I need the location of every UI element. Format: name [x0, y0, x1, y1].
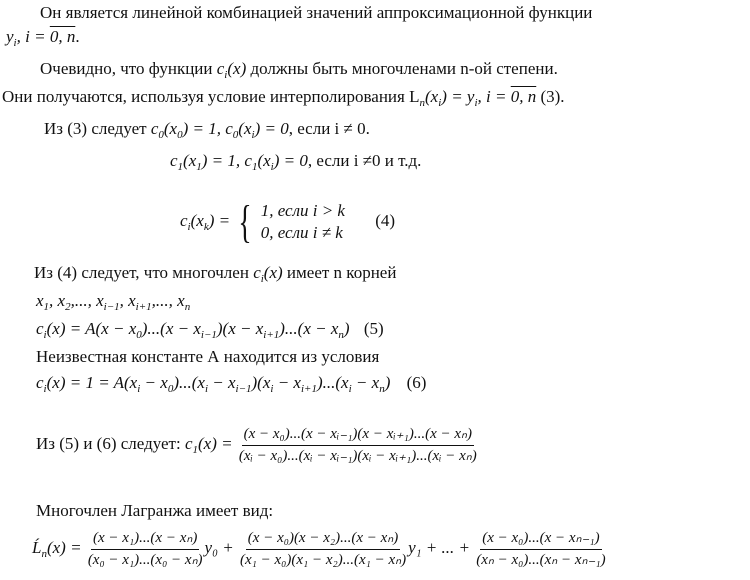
math-sub: 0 [177, 129, 183, 141]
math-expr: )...(x [316, 373, 349, 392]
math-sub: 2 [65, 301, 71, 313]
math-dot: . [75, 27, 80, 46]
eq-number-4: (4) [375, 211, 396, 230]
math-sub: i [204, 383, 208, 395]
math-c: c [180, 211, 188, 230]
math-sub: i [260, 273, 264, 285]
case-1: 1, если i > k [260, 201, 345, 221]
math-expr: ) [343, 319, 350, 338]
math-eq: ) = 1, c [201, 151, 252, 170]
text-line-4 [2, 86, 565, 114]
equation-6 [36, 372, 426, 400]
math-sub: i [224, 69, 228, 81]
math-c: c [150, 119, 159, 138]
math-c: c [253, 263, 261, 282]
fraction-c1 [237, 425, 479, 466]
math-x: (x) [227, 59, 247, 78]
fraction-3 [474, 529, 607, 570]
math-expr: − x [351, 373, 380, 392]
text-l3e: должны быть многочленами n-ой степени. [250, 59, 558, 78]
math-eq: ) = 0 [254, 119, 289, 138]
math-sub: i [43, 329, 47, 341]
math-eq: (x) = [46, 538, 82, 557]
text-l14: Многочлен Лагранжа имеет вид: [36, 501, 274, 520]
math-sub: 0 [232, 129, 239, 141]
math-sub: 1 [177, 161, 184, 173]
math-sub: i+1 [300, 383, 317, 395]
math-sub: i [348, 383, 352, 395]
math-c: c [184, 434, 193, 453]
text-l6e: , если i ≠0 и т.д. [307, 151, 422, 170]
math-x: , x [119, 291, 136, 310]
math-expr: (x) = A(x − x [46, 319, 137, 338]
math-sub: 0 [136, 329, 142, 341]
math-x: ,..., x [151, 291, 185, 310]
math-x: (x [183, 151, 197, 170]
math-sub: 1 [251, 161, 258, 173]
eq-number-5: (5) [363, 319, 384, 338]
math-expr: )...(x [173, 373, 205, 392]
fraction-numerator: (x − x₀)...(x − xᵢ₋₁)(x − xᵢ₊₁)...(x − xₙ) [242, 425, 474, 446]
math-L: L [409, 87, 420, 106]
equation-4 [180, 198, 395, 250]
text-line-5 [44, 118, 370, 146]
math-i: , i = [477, 87, 511, 106]
math-sub: i [43, 383, 47, 395]
math-sub: 1 [192, 444, 199, 456]
math-sub: 0 [167, 383, 174, 395]
case-2: 0, если i ≠ k [260, 223, 343, 243]
math-eq: ) = 1, c [182, 119, 233, 138]
text-line-2 [6, 26, 80, 54]
brace-icon: { [238, 196, 253, 248]
math-expr: )(x − x [216, 319, 264, 338]
math-sub: k [203, 221, 209, 233]
text-line-11 [36, 346, 379, 368]
math-expr: − x [140, 373, 168, 392]
text-l5e: , если i ≠ 0. [288, 119, 370, 138]
math-c: c [216, 59, 225, 78]
math-x: ,..., x [70, 291, 104, 310]
text-line-8 [34, 262, 396, 290]
math-sub: 0 [158, 129, 164, 141]
math-range: 0, n [510, 87, 537, 106]
math-x: (x [163, 119, 178, 138]
math-sub: i−1 [103, 301, 120, 313]
text-l4: Они получаются, используя условие интерполирования [2, 87, 405, 106]
eq-number-3: (3). [540, 87, 565, 106]
math-i: , i = [16, 27, 50, 46]
math-eq: ) = [208, 211, 231, 230]
math-sub: n [419, 97, 425, 109]
math-expr: )...(x − x [141, 319, 201, 338]
math-range: 0, n [49, 27, 76, 46]
math-eq: ) = 0 [273, 151, 308, 170]
math-sub: i [270, 383, 274, 395]
math-sub: i [270, 161, 274, 173]
math-sub: i [438, 97, 442, 109]
math-c: c [170, 151, 178, 170]
fraction-1 [86, 529, 205, 570]
math-x: , x [49, 291, 66, 310]
fraction-numerator: (x − x₀)...(x − xₙ₋₁) [480, 529, 601, 550]
fraction-numerator: (x − x₀)(x − x₂)...(x − xₙ) [246, 529, 400, 550]
fraction-denominator: (x₁ − x₀)(x₁ − x₂)...(x₁ − xₙ) [239, 551, 407, 568]
math-sub: n [379, 383, 385, 395]
text-l1: Он является линейной комбинацией значений аппроксимационной функции [40, 3, 593, 22]
math-sub: i−1 [200, 329, 217, 341]
math-y: y [6, 27, 14, 46]
fraction-numerator: (x − x₁)...(x − xₙ) [91, 529, 199, 550]
equation-5 [36, 318, 384, 346]
math-expr: − x [208, 373, 236, 392]
roots-line [36, 290, 190, 318]
text-l8: Из (4) следует, что многочлен [34, 263, 249, 282]
math-sub: n [338, 329, 344, 341]
math-x: x [36, 291, 44, 310]
math-sub: i [187, 221, 191, 233]
math-eq: (x) = [198, 434, 233, 453]
equation-c1 [36, 422, 479, 472]
text-l13: Из (5) и (6) следует: [36, 434, 181, 453]
math-c: c [36, 373, 44, 392]
eq-number-6: (6) [406, 373, 427, 392]
equation-lagrange [32, 526, 608, 576]
math-x: (x [238, 119, 252, 138]
text-line-1 [40, 2, 592, 24]
math-x: (x) [263, 263, 283, 282]
text-line-3 [40, 58, 558, 86]
math-sub: n [184, 301, 191, 313]
fraction-denominator: (x₀ − x₁)...(x₀ − xₙ) [87, 551, 203, 568]
math-expr: ) [384, 373, 391, 392]
math-sub: n [41, 548, 47, 560]
math-c: c [36, 319, 44, 338]
fraction-2 [238, 529, 408, 570]
fraction-denominator: (xₙ − x₀)...(xₙ − xₙ₋₁) [476, 551, 606, 568]
math-term: y₁ + ... + [408, 538, 470, 557]
math-expr: )...(x − x [279, 319, 339, 338]
math-term: y₀ + [204, 538, 234, 557]
math-sub: i [474, 97, 478, 109]
math-expr: )(x [251, 373, 271, 392]
fraction-denominator: (xᵢ − x₀)...(xᵢ − xᵢ₋₁)(xᵢ − xᵢ₊₁)...(xᵢ − xₙ) [238, 447, 477, 464]
math-y: ) = y [441, 87, 475, 106]
math-x: (x [425, 87, 439, 106]
math-L: Ĺ [32, 538, 42, 557]
math-sub: 1 [196, 161, 202, 173]
text-line-6 [170, 150, 421, 178]
math-expr: − x [273, 373, 301, 392]
text-line-14 [36, 500, 273, 522]
text-l3: Очевидно, что функции [40, 59, 213, 78]
text-l5: Из (3) следует [44, 119, 147, 138]
math-sub: i+1 [135, 301, 152, 313]
math-sub: i+1 [263, 329, 280, 341]
text-l11: Неизвестная константе А находится из условия [36, 347, 380, 366]
math-x: (x [190, 211, 204, 230]
math-sub: i−1 [235, 383, 252, 395]
math-x: (x [257, 151, 271, 170]
math-expr: (x) = 1 = A(x [46, 373, 138, 392]
math-sub: i [137, 383, 141, 395]
cases [261, 200, 345, 244]
text-l8e: имеет n корней [286, 263, 397, 282]
math-sub: 1 [43, 301, 50, 313]
math-sub: i [13, 37, 17, 49]
math-sub: i [251, 129, 255, 141]
